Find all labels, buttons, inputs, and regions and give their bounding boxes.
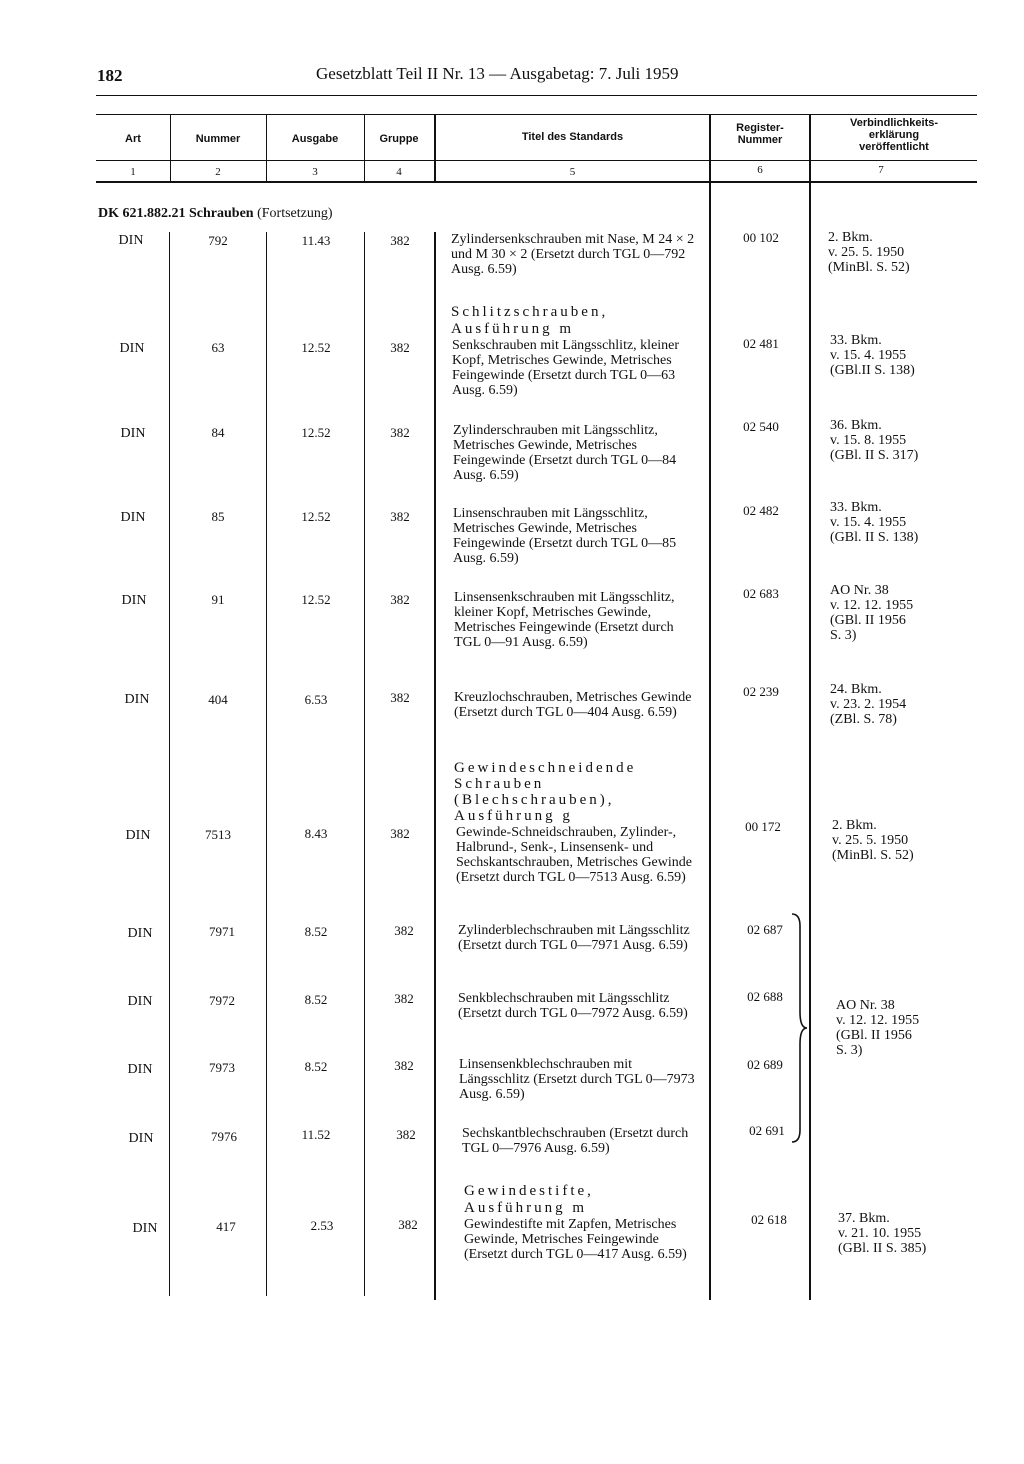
cell-gruppe: 382 — [390, 826, 410, 841]
col-number: 7 — [878, 164, 884, 176]
cell-titel: Linsensenkschrauben mit Längsschlitz, kleiner Kopf, Metrisches Gewinde, Metrisches Feingewinde (Ersetzt durch TGL 0—91 Ausg. 6.59) — [454, 590, 675, 650]
cell-titel: Gewinde-Schneidschrauben, Zylinder-, Halbrund-, Senk-, Linsensenk- und Sechskantschrauben, Metrisches Gewinde (Ersetzt durch TGL 0—7513 Ausg. 6.59) — [456, 825, 692, 885]
cell-nummer: 7973 — [209, 1060, 235, 1075]
cell-erklaerung: AO Nr. 38 v. 12. 12. 1955 (GBl. II 1956 S. 3) — [836, 998, 920, 1058]
cell-art: DIN — [124, 692, 150, 707]
cell-ausgabe: 12.52 — [301, 340, 331, 355]
cell-art: DIN — [127, 1062, 153, 1077]
cell-register: 02 688 — [747, 989, 783, 1004]
cell-titel: Zylinderblechschrauben mit Längsschlitz (Ersetzt durch TGL 0—7971 Ausg. 6.59) — [458, 923, 690, 953]
cell-art: DIN — [120, 426, 146, 441]
header-rule — [96, 95, 977, 96]
cell-titel: Senkschrauben mit Längsschlitz, kleiner Kopf, Metrisches Gewinde, Metrisches Feingewinde (Ersetzt durch TGL 0—63 Ausg. 6.59) — [452, 338, 680, 398]
cell-ausgabe: 12.52 — [301, 592, 331, 607]
col-number: 2 — [215, 166, 221, 178]
col-number: 3 — [312, 166, 318, 178]
cell-gruppe: 382 — [396, 1127, 416, 1142]
cell-ausgabe: 11.52 — [301, 1127, 331, 1142]
section-suffix: (Fortsetzung) — [257, 206, 333, 221]
body-col-divider — [364, 232, 365, 1296]
cell-erklaerung: 33. Bkm. v. 15. 4. 1955 (GBl. II S. 138) — [830, 500, 919, 545]
page-number: 182 — [97, 66, 123, 85]
col-number: 6 — [757, 164, 763, 176]
cell-gruppe: 382 — [390, 340, 410, 355]
cell-art: DIN — [127, 994, 153, 1009]
cell-titel: Senkblechschrauben mit Längsschlitz (Ersetzt durch TGL 0—7972 Ausg. 6.59) — [458, 991, 688, 1021]
cell-titel: Linsensenkblechschrauben mit Längsschlitz (Ersetzt durch TGL 0—7973 Ausg. 6.59) — [459, 1057, 695, 1102]
cell-titel: Zylindersenkschrauben mit Nase, M 24 × 2 und M 30 × 2 (Ersetzt durch TGL 0—792 Ausg. 6.59) — [451, 232, 695, 277]
cell-gruppe: 382 — [390, 233, 410, 248]
cell-register: 02 540 — [743, 419, 779, 434]
section-name: Schrauben — [189, 206, 254, 221]
cell-gruppe: 382 — [398, 1217, 418, 1232]
cell-register: 02 691 — [749, 1123, 785, 1138]
cell-art: DIN — [121, 593, 147, 608]
col-head-ausgabe: Ausgabe — [291, 133, 339, 145]
cell-erklaerung: 37. Bkm. v. 21. 10. 1955 (GBl. II S. 385) — [838, 1211, 927, 1256]
cell-ausgabe: 8.52 — [304, 924, 328, 939]
cell-nummer: 7972 — [209, 993, 235, 1008]
cell-art: DIN — [127, 926, 153, 941]
cell-ausgabe: 11.43 — [301, 233, 331, 248]
cell-art: DIN — [118, 233, 144, 248]
cell-register: 02 618 — [751, 1212, 787, 1227]
cell-ausgabe: 2.53 — [310, 1218, 334, 1233]
cell-gruppe: 382 — [390, 509, 410, 524]
cell-gruppe: 382 — [394, 923, 414, 938]
cell-erklaerung: 2. Bkm. v. 25. 5. 1950 (MinBl. S. 52) — [832, 818, 914, 863]
col-number: 1 — [130, 166, 136, 178]
cell-nummer: 91 — [211, 592, 225, 607]
body-col-divider — [709, 182, 711, 1300]
section-code: DK 621.882.21 — [98, 206, 186, 221]
cell-gruppe: 382 — [390, 425, 410, 440]
cell-register: 02 683 — [743, 586, 779, 601]
cell-register: 00 102 — [743, 230, 779, 245]
cell-gruppe: 382 — [394, 991, 414, 1006]
col-head-erklaerung: Verbindlichkeits- erklärung veröffentlicht — [849, 117, 939, 153]
cell-erklaerung: 24. Bkm. v. 23. 2. 1954 (ZBl. S. 78) — [830, 682, 907, 727]
cell-nummer: 7513 — [205, 827, 231, 842]
col-number: 4 — [396, 166, 402, 178]
cell-gruppe: 382 — [390, 690, 410, 705]
cell-gruppe: 382 — [394, 1058, 414, 1073]
cell-art: DIN — [132, 1221, 158, 1236]
col-number: 5 — [569, 166, 576, 178]
cell-erklaerung: 36. Bkm. v. 15. 8. 1955 (GBl. II S. 317) — [830, 418, 919, 463]
cell-register: 00 172 — [745, 819, 781, 834]
cell-art: DIN — [128, 1131, 154, 1146]
cell-ausgabe: 6.53 — [304, 692, 328, 707]
col-head-gruppe: Gruppe — [379, 133, 419, 145]
cell-erklaerung: 33. Bkm. v. 15. 4. 1955 (GBl.II S. 138) — [830, 333, 915, 378]
cell-register: 02 239 — [743, 684, 779, 699]
cell-titel: Kreuzlochschrauben, Metrisches Gewinde (Ersetzt durch TGL 0—404 Ausg. 6.59) — [454, 690, 692, 720]
col-head-nummer: Nummer — [195, 133, 241, 145]
cell-nummer: 7976 — [211, 1129, 237, 1144]
cell-titel: Linsenschrauben mit Längsschlitz, Metrisches Gewinde, Metrisches Feingewinde (Ersetzt durch TGL 0—85 Ausg. 6.59) — [453, 506, 677, 566]
cell-ausgabe: 8.52 — [304, 1059, 328, 1074]
section-heading — [98, 206, 333, 222]
cell-register: 02 689 — [747, 1057, 783, 1072]
cell-ausgabe: 8.43 — [304, 826, 328, 841]
cell-nummer: 63 — [211, 340, 225, 355]
cell-nummer: 84 — [211, 425, 225, 440]
cell-nummer: 7971 — [209, 924, 235, 939]
cell-nummer: 792 — [208, 233, 228, 248]
table-head-mid-rule — [96, 160, 977, 161]
cell-titel: Sechskantblechschrauben (Ersetzt durch TGL 0—7976 Ausg. 6.59) — [462, 1126, 689, 1156]
subheading: Gewindestifte, Ausführung m — [464, 1183, 594, 1216]
running-title: Gesetzblatt Teil II Nr. 13 — Ausgabetag: 7. Juli 1959 — [316, 64, 679, 83]
cell-register: 02 482 — [743, 503, 779, 518]
cell-ausgabe: 8.52 — [304, 992, 328, 1007]
cell-titel: Zylinderschrauben mit Längsschlitz, Metrisches Gewinde, Metrisches Feingewinde (Ersetzt durch TGL 0—84 Ausg. 6.59) — [453, 423, 677, 483]
cell-gruppe: 382 — [390, 592, 410, 607]
cell-nummer: 404 — [208, 692, 228, 707]
cell-nummer: 417 — [216, 1219, 236, 1234]
table-head-bottom-rule — [96, 181, 977, 183]
cell-art: DIN — [120, 510, 146, 525]
cell-ausgabe: 12.52 — [301, 425, 331, 440]
table-top-rule — [96, 114, 977, 115]
cell-erklaerung: 2. Bkm. v. 25. 5. 1950 (MinBl. S. 52) — [828, 230, 910, 275]
cell-titel: Gewindestifte mit Zapfen, Metrisches Gewinde, Metrisches Feingewinde (Ersetzt durch TGL 0—417 Ausg. 6.59) — [464, 1217, 687, 1262]
col-head-titel: Titel des Standards — [521, 131, 624, 143]
cell-register: 02 481 — [743, 336, 779, 351]
col-head-register: Register- Nummer — [736, 122, 784, 146]
cell-register: 02 687 — [747, 922, 783, 937]
col-head-art: Art — [125, 133, 141, 145]
cell-art: DIN — [119, 341, 145, 356]
cell-art: DIN — [125, 828, 151, 843]
cell-nummer: 85 — [211, 509, 225, 524]
cell-ausgabe: 12.52 — [301, 509, 331, 524]
group-brace — [790, 912, 810, 1144]
subheading: Schlitzschrauben, Ausführung m — [451, 304, 609, 337]
cell-erklaerung: AO Nr. 38 v. 12. 12. 1955 (GBl. II 1956 S. 3) — [830, 583, 914, 643]
subheading: Gewindeschneidende Schrauben (Blechschrauben), Ausführung g — [454, 760, 637, 824]
